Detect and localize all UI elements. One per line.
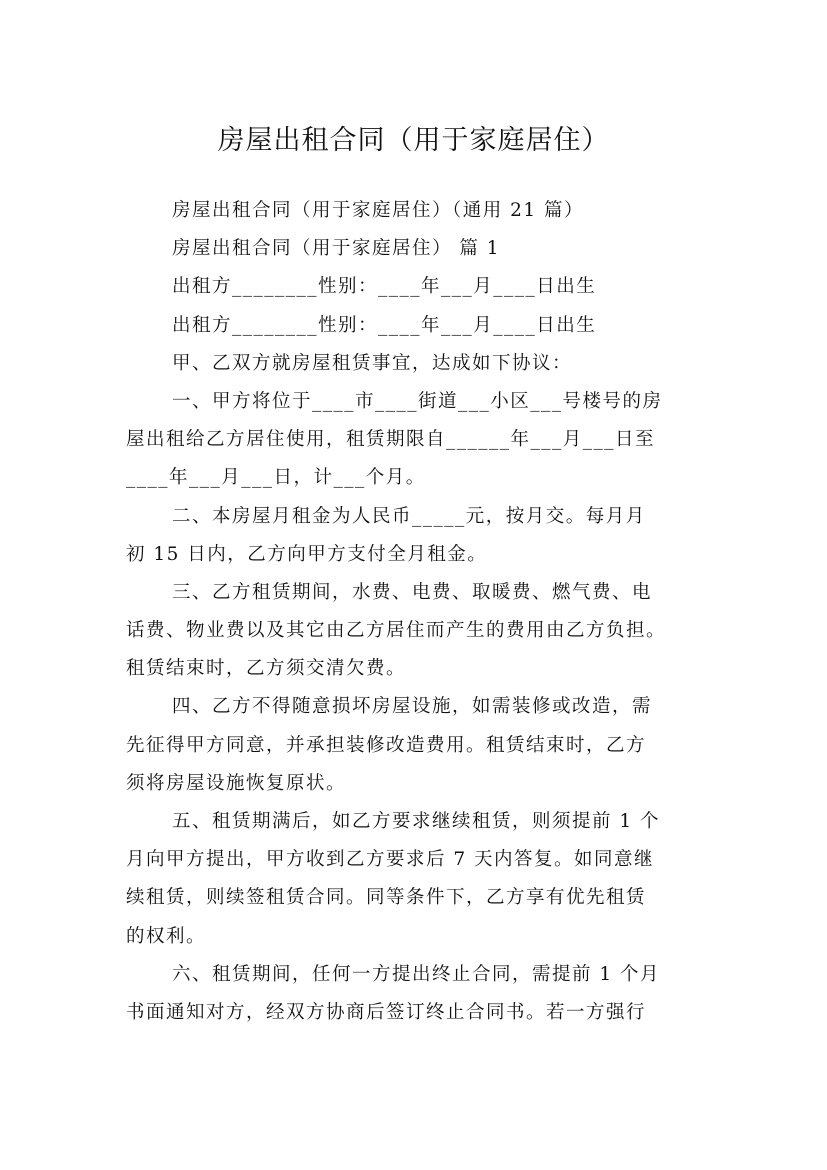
clause-6-line: 六、租赁期间，任何一方提出终止合同，需提前 1 个月 — [172, 963, 661, 985]
clause-4-line: 须将房屋设施恢复原状。 — [126, 772, 347, 794]
document-body — [126, 192, 704, 1032]
clause-1-line: ____年___月___日，计___个月。 — [126, 467, 426, 489]
clause-5-line: 月向甲方提出，甲方收到乙方要求后 7 天内答复。如同意继 — [126, 849, 655, 871]
clause-4-line: 先征得甲方同意，并承担装修改造费用。租赁结束时，乙方 — [126, 734, 647, 756]
clause-2-line: 二、本房屋月租金为人民币_____元，按月交。每月月 — [172, 505, 646, 527]
clause-5-line: 的权利。 — [126, 925, 207, 947]
clause-3-line: 三、乙方租赁期间，水费、电费、取暖费、燃气费、电 — [172, 581, 653, 603]
clause-2-line: 初 15 日内，乙方向甲方支付全月租金。 — [126, 543, 488, 565]
clause-5-line: 五、租赁期满后，如乙方要求继续租赁，则须提前 1 个 — [172, 811, 661, 832]
subtitle-line: 房屋出租合同（用于家庭居住）（通用 21 篇） — [172, 200, 585, 221]
clause-3-line: 话费、物业费以及其它由乙方居住而产生的费用由乙方负担。 — [126, 620, 667, 642]
clause-5-line: 续租赁，则续签租赁合同。同等条件下，乙方享有优先租赁 — [126, 887, 647, 909]
clause-1-line: 屋出租给乙方居住使用，租赁期限自______年___月___日至 — [126, 429, 656, 451]
agreement-intro: 甲、乙双方就房屋租赁事宜，达成如下协议： — [172, 352, 573, 374]
document-title: 房屋出租合同（用于家庭居住） — [217, 125, 610, 157]
lessor-line: 出租方________性别：____年___月____日出生 — [172, 314, 597, 336]
section-heading: 房屋出租合同（用于家庭居住） 篇 1 — [172, 238, 501, 260]
clause-6-line: 书面通知对方，经双方协商后签订终止合同书。若一方强行 — [126, 1001, 647, 1023]
clause-1-line: 一、甲方将位于____市____街道___小区___号楼号的房 — [172, 390, 663, 412]
lessor-line: 出租方________性别：____年___月____日出生 — [172, 276, 597, 298]
clause-4-line: 四、乙方不得随意损坏房屋设施，如需装修或改造，需 — [172, 696, 653, 718]
clause-3-line: 租赁结束时，乙方须交清欠费。 — [126, 658, 407, 680]
